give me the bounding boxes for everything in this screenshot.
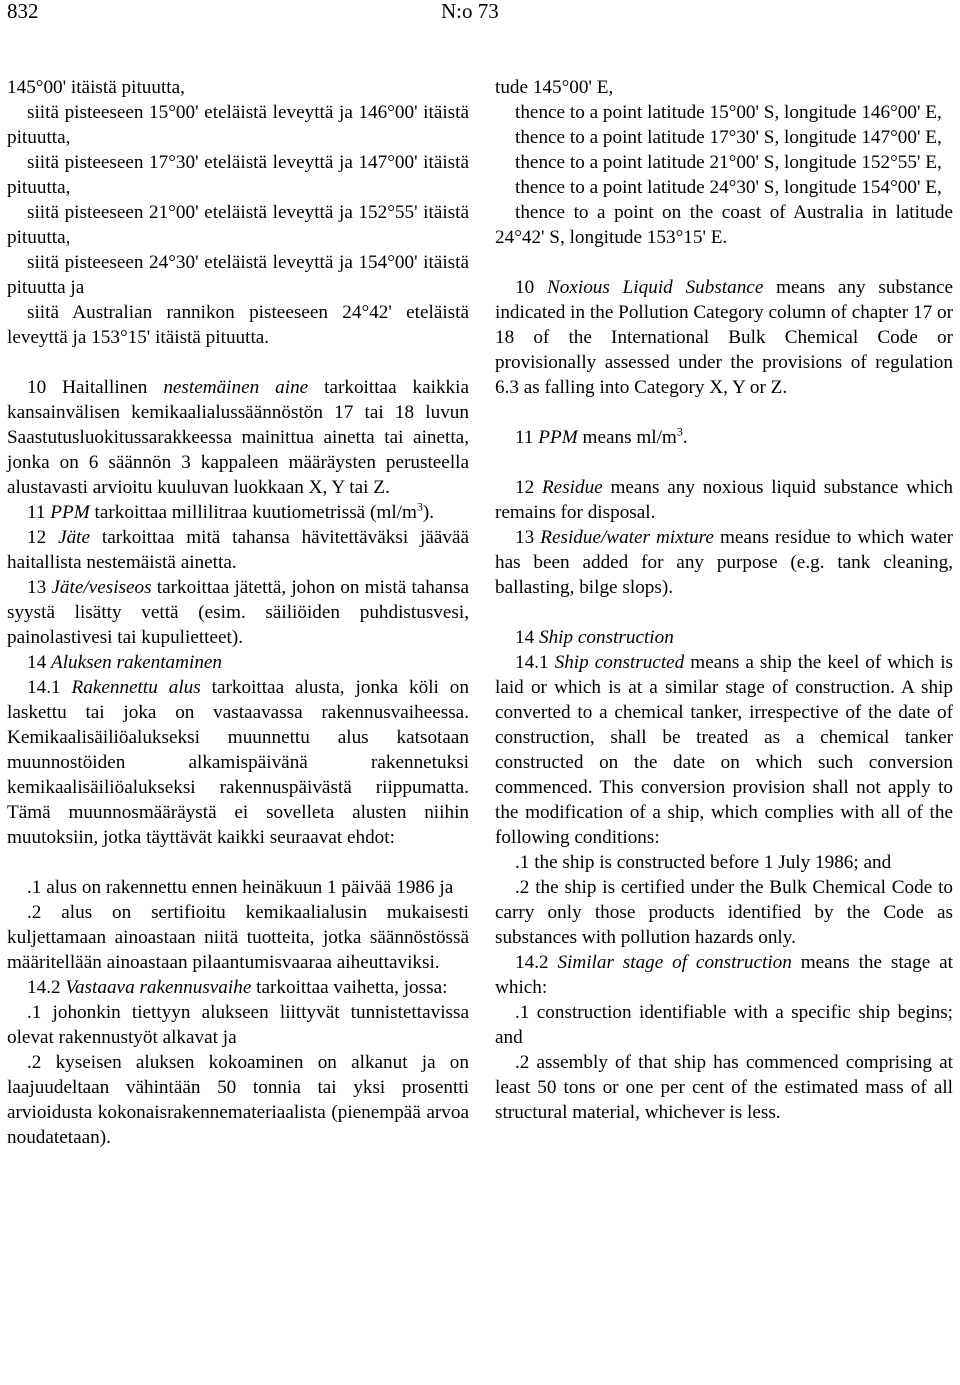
coordinate-line: siitä pisteeseen 24°30' eteläistä leveyttä ja 154°00' itäistä pituutta ja bbox=[7, 252, 469, 298]
defined-term: Similar stage of construction bbox=[557, 952, 792, 973]
definition-11: 11 PPM means $ml/m^3$. bbox=[515, 424, 688, 448]
coordinate-line: tude 145°00' E, bbox=[495, 77, 614, 98]
coordinate-line: thence to a point on the coast of Australia in latitude 24°42' S, longitude 153°15' E. bbox=[495, 202, 953, 248]
defined-term: Vastaava rakennusvaihe bbox=[65, 977, 252, 998]
finnish-column bbox=[7, 75, 469, 1150]
definition-10: 10 Haitallinen nestemäinen aine tarkoittaa kaikkia kansainvälisen kemikaalialussäännöstön 17 tai 18 luvun Saastutusluokitussarakkeessa mainittua ainetta tai ainetta, jonka on 6 säännön 3 kappaleen määräysten perusteella alustavasti arvioitu kuuluvan luokkaan X, Y tai Z. bbox=[7, 377, 469, 498]
coordinate-line: thence to a point latitude 17°30' S, longitude 147°00' E, bbox=[515, 127, 942, 148]
condition-2: .2 alus on sertifioitu kemikaalialusin mukaisesti kuljettamaan ainoastaan niitä tuotteita, jotka säännöstössä määritellään ainoastaan pilaantumisvaaraa aiheuttaviksi. bbox=[7, 902, 469, 973]
coordinate-line: siitä pisteeseen 21°00' eteläistä leveyttä ja 152°55' itäistä pituutta, bbox=[7, 202, 469, 248]
coordinate-line: 145°00' itäistä pituutta, bbox=[7, 77, 185, 98]
defined-term: Aluksen rakentaminen bbox=[50, 652, 223, 673]
coordinate-line: siitä pisteeseen 15°00' eteläistä leveyttä ja 146°00' itäistä pituutta, bbox=[7, 102, 469, 148]
defined-term: Ship construction bbox=[538, 627, 674, 648]
definition-14: 14 Ship construction bbox=[515, 627, 674, 648]
definition-14-1: 14.1 Rakennettu alus tarkoittaa alusta, jonka köli on laskettu tai joka on vastaavassa rakennusvaiheessa. Kemikaalisäiliöalukseksi muunnettu alus katsotaan muunnostöiden alkamispäivänä rakennetuksi kemikaalisäiliöalukseksi rakennuspäivästä riippumatta. Tämä muunnosmääräystä ei sovelleta alusten niihin muutoksiin, jotka täyttävät kaikki seuraavat ehdot: bbox=[7, 677, 469, 848]
definition-14-2: 14.2 Vastaava rakennusvaihe tarkoittaa vaihetta, jossa: bbox=[27, 977, 448, 998]
defined-term: Residue bbox=[541, 477, 603, 498]
coordinate-line: siitä pisteeseen 17°30' eteläistä leveyttä ja 147°00' itäistä pituutta, bbox=[7, 152, 469, 198]
definition-14-2: 14.2 Similar stage of construction means the stage at which: bbox=[495, 952, 954, 998]
definition-12: 12 Jäte tarkoittaa mitä tahansa hävitettäväksi jäävää haitallista nestemäistä ainetta. bbox=[7, 527, 470, 573]
defined-term: nestemäinen aine bbox=[163, 377, 309, 398]
page-number: 832 bbox=[7, 0, 39, 23]
definition-13: 13 Jäte/vesiseos tarkoittaa jätettä, johon on mistä tahansa syystä lisätty vettä (esim. säiliöiden puhdistusvesi, painolastivesi tai kupulietteet). bbox=[7, 577, 469, 648]
coordinate-line: thence to a point latitude 21°00' S, longitude 152°55' E, bbox=[515, 152, 942, 173]
page-header bbox=[0, 0, 960, 30]
stage-1: .1 construction identifiable with a specific ship begins; and bbox=[495, 1002, 953, 1048]
defined-term: PPM bbox=[538, 427, 578, 448]
definition-11: 11 PPM tarkoittaa millilitraa kuutiometrissä $(ml/m^3)$. bbox=[27, 499, 435, 523]
defined-term: Ship constructed bbox=[554, 652, 685, 673]
definition-10: 10 Noxious Liquid Substance means any substance indicated in the Pollution Category column of chapter 17 or 18 of the International Bulk Chemical Code or provisionally assessed under the provisions of regulation 6.3 as falling into Category X, Y or Z. bbox=[495, 277, 953, 398]
stage-2: .2 kyseisen aluksen kokoaminen on alkanut ja on laajuudeltaan vähintään 50 tonnia tai yksi prosentti arvioidusta kokonaisrakennemateriaalista (pienempää arvoa noudatetaan). bbox=[7, 1052, 469, 1148]
defined-term: Residue/water mixture bbox=[540, 527, 714, 548]
coordinate-line: thence to a point latitude 15°00' S, longitude 146°00' E, bbox=[515, 102, 942, 123]
issue-number: N:o 73 bbox=[441, 0, 499, 23]
condition-1: .1 the ship is constructed before 1 July 1986; and bbox=[515, 852, 892, 873]
condition-2: .2 the ship is certified under the Bulk Chemical Code to carry only those products identified by the Code as substances with pollution hazards only. bbox=[495, 877, 953, 948]
english-column bbox=[495, 75, 953, 1125]
defined-term: Rakennettu alus bbox=[71, 677, 201, 698]
condition-1: .1 alus on rakennettu ennen heinäkuun 1 päivää 1986 ja bbox=[27, 877, 454, 898]
definition-14: 14 Aluksen rakentaminen bbox=[27, 652, 223, 673]
coordinate-line: siitä Australian rannikon pisteeseen 24°42' eteläistä leveyttä ja 153°15' itäistä pituutta. bbox=[7, 302, 469, 348]
stage-2: .2 assembly of that ship has commenced comprising at least 50 tons or one per cent of the estimated mass of all structural material, whichever is less. bbox=[495, 1052, 953, 1123]
definition-12: 12 Residue means any noxious liquid substance which remains for disposal. bbox=[495, 477, 954, 523]
stage-1: .1 johonkin tiettyyn alukseen liittyvät tunnistettavissa olevat rakennustyöt alkavat ja bbox=[7, 1002, 469, 1048]
defined-term: PPM bbox=[50, 502, 90, 523]
defined-term: Noxious Liquid Substance bbox=[546, 277, 764, 298]
defined-term: Jäte bbox=[58, 527, 91, 548]
defined-term: Jäte/vesiseos bbox=[51, 577, 152, 598]
definition-13: 13 Residue/water mixture means residue to which water has been added for any purpose (e.g. tank cleaning, ballasting, bilge slops). bbox=[495, 527, 953, 598]
definition-14-1: 14.1 Ship constructed means a ship the keel of which is laid or which is at a similar stage of construction. A ship converted to a chemical tanker, irrespective of the date of construction, shall be treated as a chemical tanker constructed on the date on which such conversion commenced. This conversion provision shall not apply to the modification of a ship, which complies with all of the following conditions: bbox=[495, 652, 954, 848]
coordinate-line: thence to a point latitude 24°30' S, longitude 154°00' E, bbox=[515, 177, 942, 198]
